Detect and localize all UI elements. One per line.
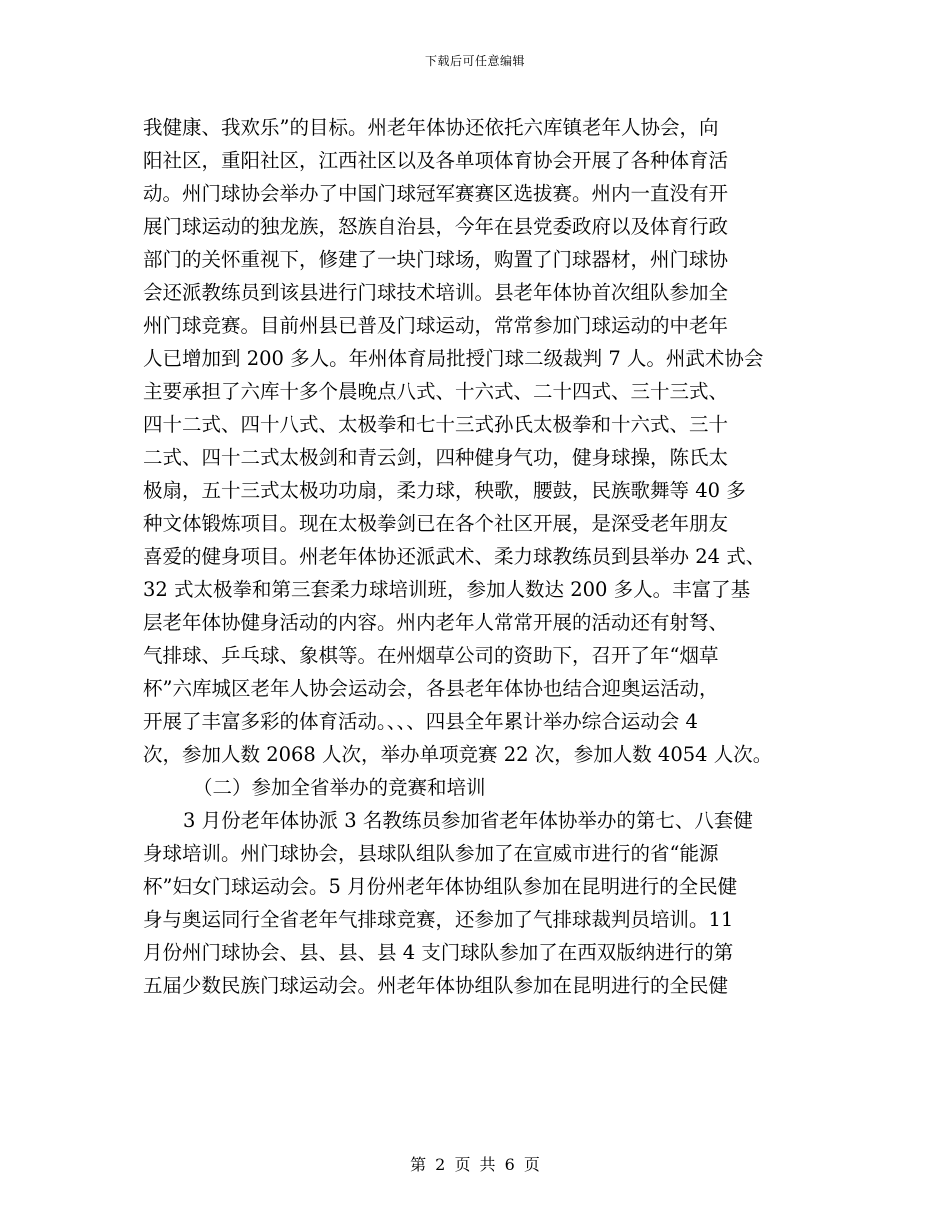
page-header: 下载后可任意编辑 [424,54,525,68]
body-line: 开展了丰富多彩的体育活动。、、、四县全年累计举办综合运动会 4 [143,710,698,733]
body-line: 月份州门球协会、县、县、县 4 支门球队参加了在西双版纳进行的第 [143,941,734,964]
body-line: 32 式太极拳和第三套柔力球培训班，参加人数达 200 多人。丰富了基 [143,578,751,601]
body-line: 会还派教练员到该县进行门球技术培训。县老年体协首次组队参加全 [143,281,729,304]
body-line: 部门的关怀重视下，修建了一块门球场，购置了门球器材，州门球协 [143,248,729,271]
body-line: 主要承担了六库十多个晨晚点八式、十六式、二十四式、三十三式、 [143,380,729,403]
body-line: 种文体锻炼项目。现在太极拳剑已在各个社区开展，是深受老年朋友 [143,512,729,535]
body-line: 杯”妇女门球运动会。5 月份州老年体协组队参加在昆明进行的全民健 [143,875,738,898]
body-line: 层老年体协健身活动的内容。州内老年人常常开展的活动还有射弩、 [143,611,729,634]
body-line: 极扇，五十三式太极功功扇，柔力球，秧歌，腰鼓，民族歌舞等 40 多 [143,479,746,502]
body-line: 次，参加人数 2068 人次，举办单项竞赛 22 次，参加人数 4054 人次。 [143,743,773,766]
body-line: 我健康、我欢乐”的目标。州老年体协还依托六库镇老年人协会，向 [143,116,719,139]
body-line: 身与奥运同行全省老年气排球竞赛，还参加了气排球裁判员培训。11 [143,908,734,931]
body-line: 五届少数民族门球运动会。州老年体协组队参加在昆明进行的全民健 [143,974,729,997]
body-line: 杯”六库城区老年人协会运动会，各县老年体协也结合迎奥运活动， [143,677,719,700]
section-heading: （二）参加全省举办的竞赛和培训 [193,776,486,799]
body-line: 四十二式、四十八式、太极拳和七十三式孙氏太极拳和十六式、三十 [143,413,729,436]
body-line: 身球培训。州门球协会，县球队组队参加了在宣威市进行的省“能源 [143,842,719,865]
body-line: 阳社区，重阳社区，江西社区以及各单项体育协会开展了各种体育活 [143,149,729,172]
body-line: 动。州门球协会举办了中国门球冠军赛赛区选拔赛。州内一直没有开 [143,182,729,205]
body-line: 州门球竞赛。目前州县已普及门球运动，常常参加门球运动的中老年 [143,314,729,337]
body-line: 气排球、乒乓球、象棋等。在州烟草公司的资助下，召开了年“烟草 [143,644,719,667]
document-body [143,111,803,1002]
body-line: 3 月份老年体协派 3 名教练员参加省老年体协举办的第七、八套健 [183,809,753,832]
body-line: 人已增加到 200 多人。年州体育局批授门球二级裁判 7 人。州武术协会 [143,347,764,370]
body-line: 二式、四十二式太极剑和青云剑，四种健身气功，健身球操，陈氏太 [143,446,729,469]
body-line: 展门球运动的独龙族，怒族自治县，今年在县党委政府以及体育行政 [143,215,729,238]
page-footer: 第 2 页 共 6 页 [410,1155,540,1174]
body-line: 喜爱的健身项目。州老年体协还派武术、柔力球教练员到县举办 24 式、 [143,545,766,568]
